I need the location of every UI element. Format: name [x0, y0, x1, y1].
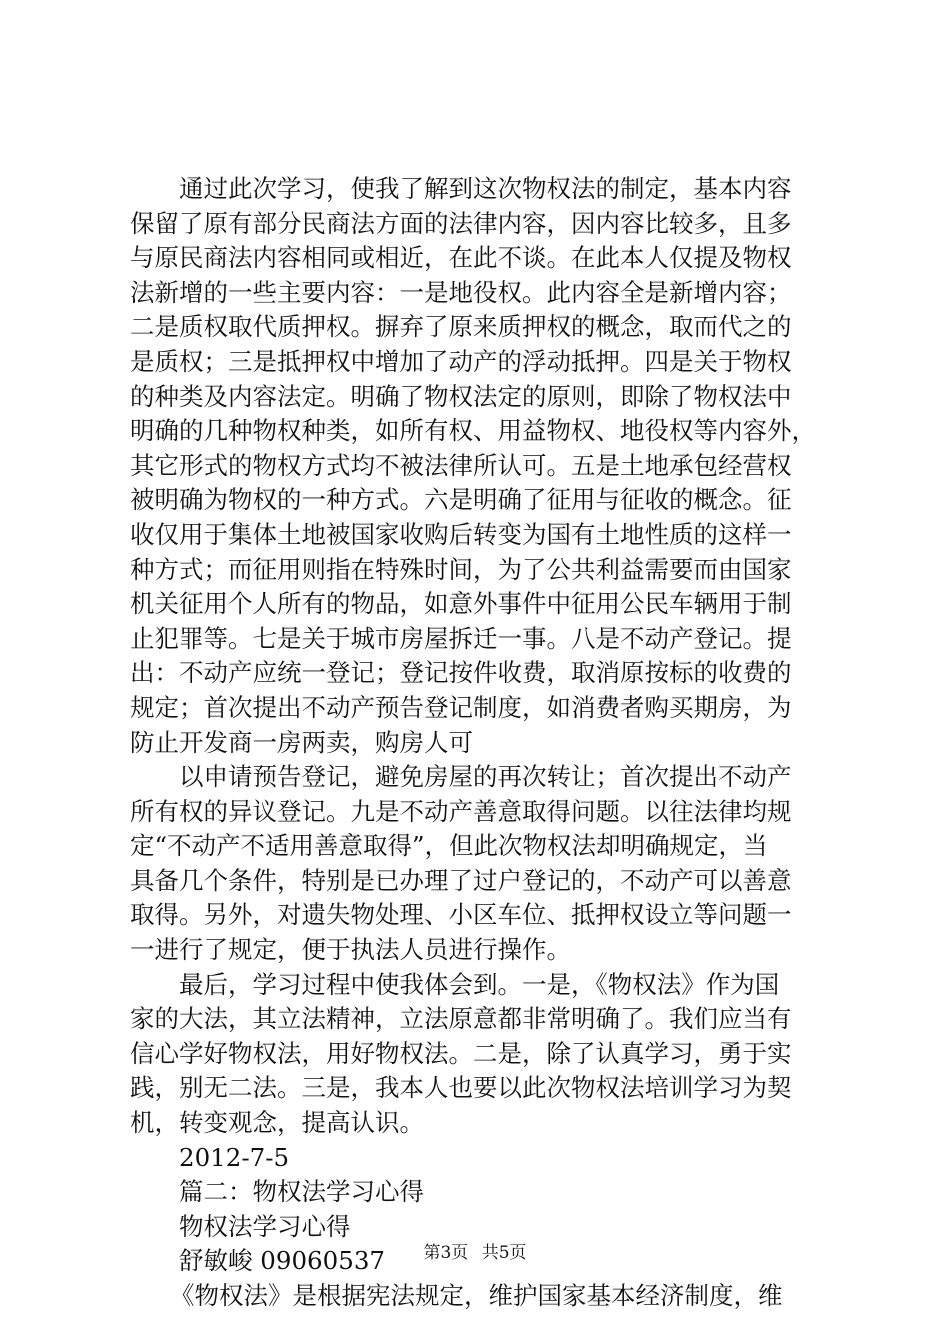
paragraph-line: 取得。另外，对遗失物处理、小区车位、抵押权设立等问题一: [130, 900, 792, 930]
page-footer: [0, 1238, 950, 1263]
paragraph-line: 机关征用个人所有的物品，如意外事件中征用公民车辆用于制: [130, 589, 792, 619]
paragraph-2: [130, 760, 830, 968]
paragraph-line: 与原民商法内容相同或相近，在此不谈。在此本人仅提及物权: [130, 243, 792, 273]
paragraph-line: 以申请预告登记，避免房屋的再次转让；首次提出不动产: [179, 762, 792, 792]
paragraph-line: 收仅用于集体土地被国家收购后转变为国有土地性质的这样一: [130, 519, 792, 549]
paragraph-3: [130, 968, 830, 1141]
paragraph-line: 出：不动产应统一登记；登记按件收费，取消原按标的收费的: [130, 658, 792, 688]
document-body: [130, 172, 830, 1314]
paragraph-line: 防止开发商一房两卖，购房人可: [130, 727, 473, 757]
paragraph-line: 所有权的异议登记。九是不动产善意取得问题。以往法律均规: [130, 796, 792, 826]
page-number: 第3页: [423, 1243, 469, 1263]
paragraph-line: 是质权；三是抵押权中增加了动产的浮动抵押。四是关于物权: [130, 346, 792, 376]
paragraph-line: 通过此次学习，使我了解到这次物权法的制定，基本内容: [179, 174, 792, 203]
paragraph-line: 机，转变观念，提高认识。: [130, 1108, 424, 1138]
paragraph-4-first-line: 《物权法》是根据宪法规定，维护国家基本经济制度，维: [170, 1281, 783, 1310]
paragraph-line: 种方式；而征用则指在特殊时间，为了公共利益需要而由国家: [130, 554, 792, 584]
paragraph-line: 家的大法，其立法精神，立法原意都非常明确了。我们应当有: [130, 1004, 792, 1034]
paragraph-1: [130, 172, 830, 760]
paragraph-line: 规定；首次提出不动产预告登记制度，如消费者购买期房，为: [130, 692, 792, 722]
paragraph-line: 践，别无二法。三是，我本人也要以此次物权法培训学习为契: [130, 1073, 792, 1103]
article-title: 物权法学习心得: [179, 1211, 351, 1241]
paragraph-line: 明确的几种物权种类，如所有权、用益物权、地役权等内容外，: [130, 416, 816, 446]
paragraph-line: 最后，学习过程中使我体会到。一是，《物权法》作为国: [179, 969, 780, 999]
section-heading: 篇二：物权法学习心得: [179, 1177, 424, 1207]
paragraph-line: 的种类及内容法定。明确了物权法定的原则，即除了物权法中: [130, 381, 792, 411]
paragraph-line: 定“不动产不适用善意取得”，但此次物权法却明确规定，当: [130, 831, 768, 861]
paragraph-line: 止犯罪等。七是关于城市房屋拆迁一事。八是不动产登记。提: [130, 623, 792, 653]
page-total: 共5页: [481, 1243, 527, 1263]
paragraph-line: 其它形式的物权方式均不被法律所认可。五是土地承包经营权: [130, 450, 792, 480]
paragraph-line: 被明确为物权的一种方式。六是明确了征用与征收的概念。征: [130, 485, 792, 515]
paragraph-line: 保留了原有部分民商法方面的法律内容，因内容比较多，且多: [130, 208, 792, 238]
paragraph-line: 信心学好物权法，用好物权法。二是，除了认真学习，勇于实: [130, 1038, 792, 1068]
paragraph-line: 一进行了规定，便于执法人员进行操作。: [130, 935, 571, 965]
paragraph-line: 具备几个条件，特别是已办理了过户登记的，不动产可以善意: [130, 865, 792, 895]
paragraph-line: 法新增的一些主要内容：一是地役权。此内容全是新增内容；: [130, 277, 792, 307]
date-line: 2012-7-5: [179, 1142, 290, 1172]
paragraph-line: 二是质权取代质押权。摒弃了原来质押权的概念，取而代之的: [130, 312, 792, 342]
closing-block: [130, 1141, 830, 1314]
author-line: 舒敏峻 09060537: [179, 1246, 385, 1276]
